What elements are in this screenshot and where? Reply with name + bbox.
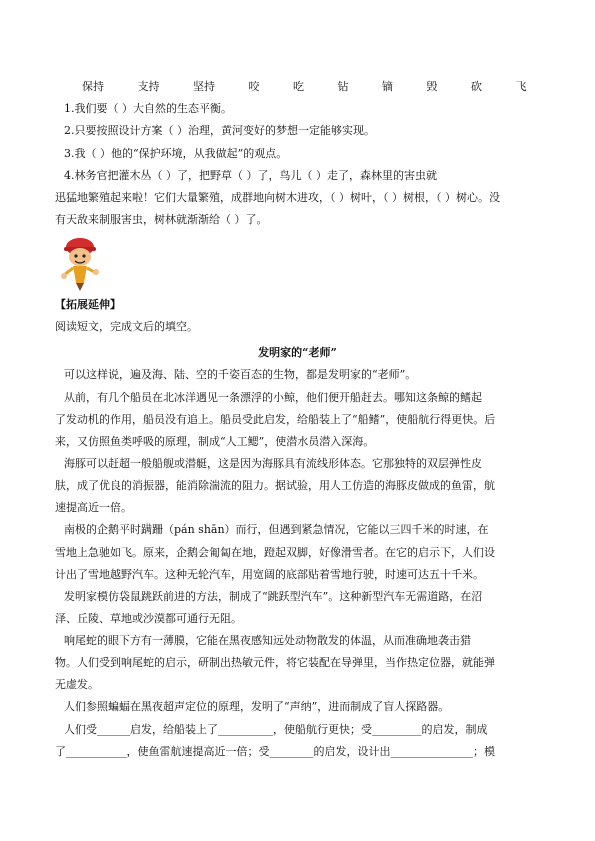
question-3: 3.我（ ）他的“保护环境，从我做起”的观点。 (64, 147, 288, 160)
fill-in-line: 了___________，使鱼雷航速提高近一倍；受________的启发，设计出_______________；模 (55, 745, 495, 758)
passage-line: 响尾蛇的眼下方有一薄膜，它能在黑夜感知远处动物散发的体温，从而准确地袭击猎 (64, 634, 471, 647)
word-bank (82, 80, 557, 94)
question-1: 1.我们要（ ）大自然的生态平衡。 (64, 102, 232, 115)
passage-line: 来，又仿照鱼类呼吸的原理，制成“人工鳃”，使潜水员潜入深海。 (55, 435, 375, 448)
passage-line: 了发动机的作用，船员没有追上。船员受此启发，给船装上了“船鳍”，使船航行得更快。后 (55, 413, 496, 426)
word-item: 钻 (337, 80, 349, 93)
word-item: 砍 (471, 80, 482, 93)
word-item: 飞 (515, 80, 527, 93)
word-item: 镝 (382, 80, 393, 93)
cartoon-mascot-icon (58, 235, 102, 293)
passage-line: 发明家模仿袋鼠跳跃前进的方法，制成了“跳跃型汽车”。这种新型汽车无需道路，在沼 (64, 590, 483, 603)
question-4-line: 4.林务官把灌木丛（ ）了，把野草（ ）了，鸟儿（ ）走了，森林里的害虫就 (64, 169, 437, 182)
passage-line: 海豚可以赶超一般船舰或潜艇，这是因为海豚具有流线形体态。它那独特的双层弹性皮 (64, 457, 482, 470)
passage-line: 物。人们受到响尾蛇的启示，研制出热敏元件，将它装配在导弹里，当作热定位器，就能弹 (55, 656, 495, 669)
word-item: 保持 (82, 80, 104, 93)
passage-line: 人们参照蝙蝠在黑夜超声定位的原理，发明了“声纳”，进而制成了盲人探路器。 (64, 700, 450, 713)
passage-line: 肤，成了优良的消振器，能消除湍流的阻力。据试验，用人工仿造的海豚皮做成的鱼雷，航 (55, 479, 495, 492)
passage-line: 雪地上急驰如飞。原来，企鹅会匍匐在地，蹬起双脚，好像滑雪者。在它的启示下，人们设 (55, 546, 495, 559)
passage-line: 速提高近一倍。 (55, 501, 132, 514)
question-4-line: 有天敌来制服害虫，树林就渐渐给（ ）了。 (55, 213, 268, 226)
passage-line: 从前，有几个船员在北冰洋遇见一条漂浮的小鲸，他们便开船赶去。哪知这条鲸的鳍起 (64, 391, 482, 404)
section-heading: 【拓展延伸】 (55, 298, 121, 311)
passage-title: 发明家的“老师” (258, 346, 337, 359)
word-item: 毁 (426, 80, 438, 93)
passage-line: 计出了雪地越野汽车。这种无轮汽车，用宽阔的底部贴着雪地行驶，时速可达五十千米。 (55, 568, 484, 581)
passage-line: 泽、丘陵、草地或沙漠都可通行无阻。 (55, 612, 242, 625)
fill-in-line: 人们受______启发，给船装上了__________，使船航行更快；受_________的启发，制成 (64, 723, 488, 736)
word-item: 咬 (248, 80, 260, 93)
word-item: 坚持 (193, 80, 215, 93)
passage-line: 南极的企鹅平时蹒跚（pán shān）而行，但遇到紧急情况，它能以三四千米的时速，在 (64, 523, 489, 536)
question-4-line: 迅猛地繁殖起来啦！它们大量繁殖，成群地向树木进攻，（ ）树叶，（ ）树根，（ ）树心。没 (55, 191, 500, 204)
instruction-text: 阅读短文，完成文后的填空。 (55, 320, 198, 333)
word-item: 吃 (293, 80, 304, 93)
passage-line: 可以这样说，遍及海、陆、空的千姿百态的生物，都是发明家的“老师”。 (64, 368, 417, 381)
passage-line: 无虚发。 (55, 678, 99, 691)
question-2: 2.只要按照设计方案（ ）治理，黄河变好的梦想一定能够实现。 (64, 124, 375, 137)
word-item: 支持 (137, 80, 160, 93)
